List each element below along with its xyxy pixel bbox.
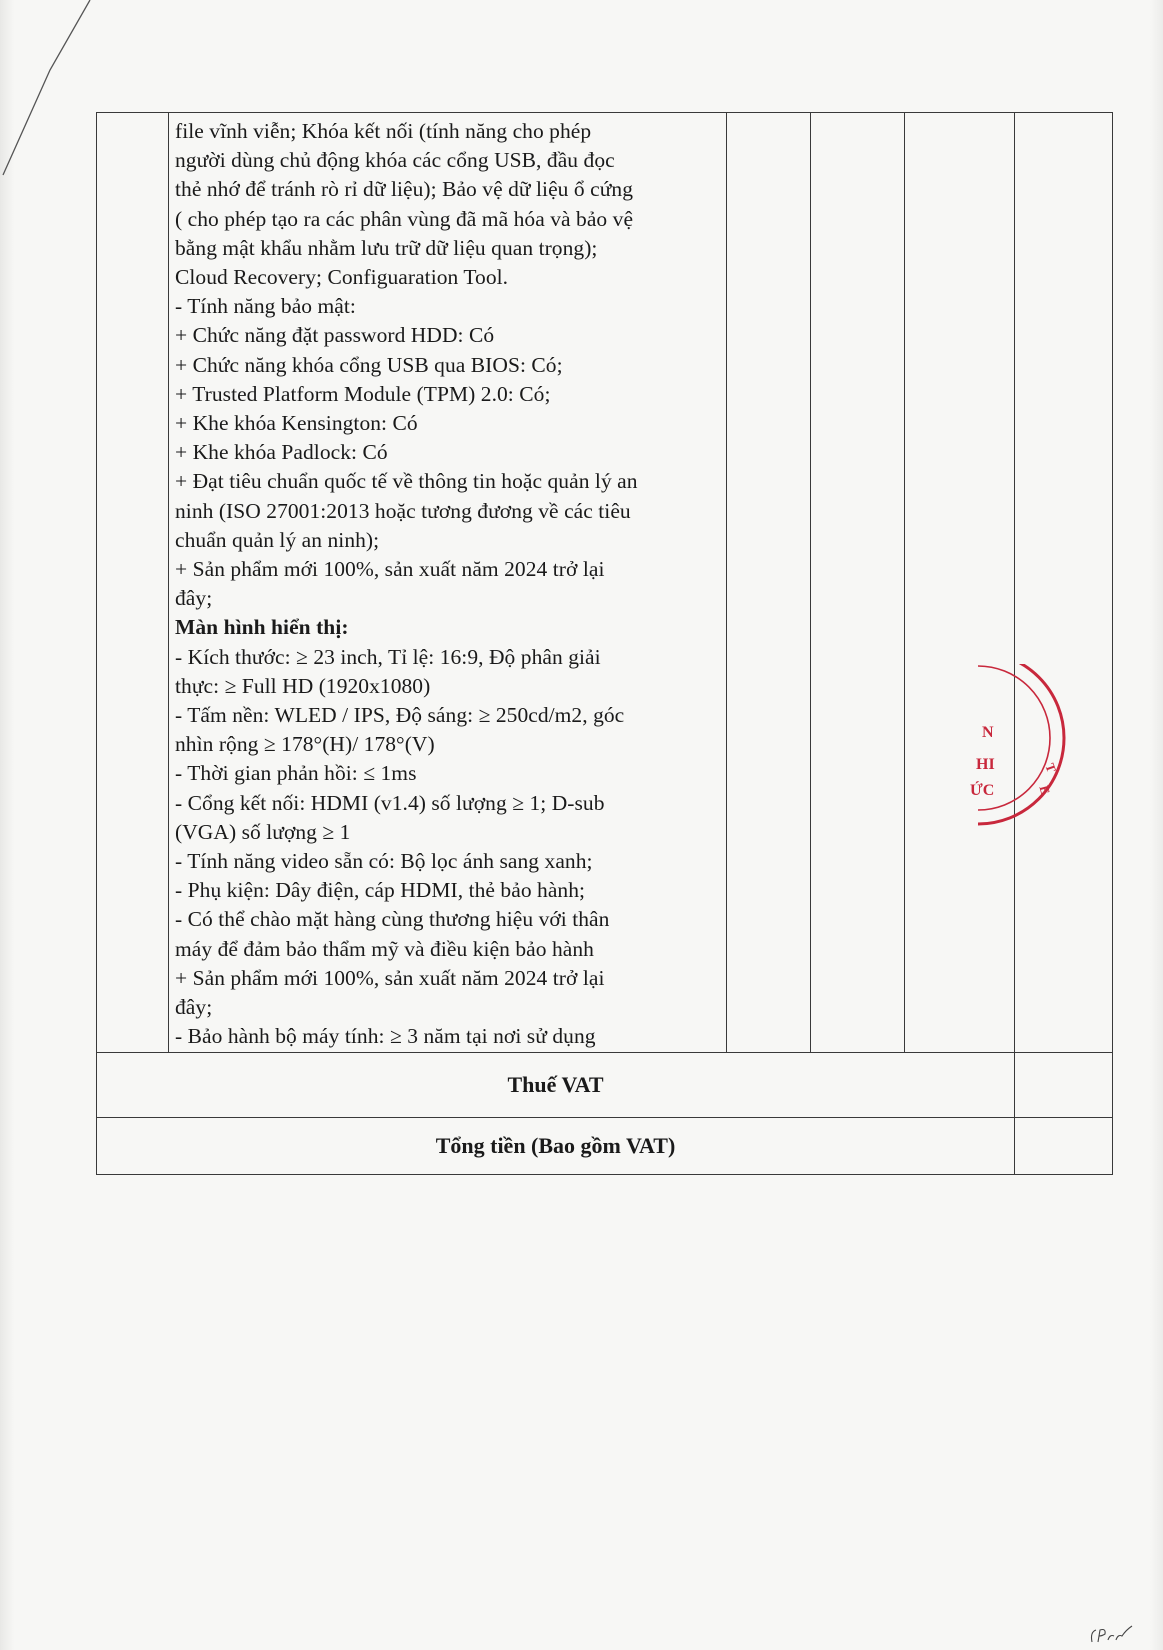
description-line: + Sản phẩm mới 100%, sản xuất năm 2024 trở lại bbox=[175, 965, 605, 990]
description-line: - Có thể chào mặt hàng cùng thương hiệu với thân bbox=[175, 907, 610, 932]
description-line: thẻ nhớ để tránh rò rỉ dữ liệu); Bảo vệ dữ liệu ổ cứng bbox=[175, 177, 634, 202]
vat-amount-cell bbox=[1015, 1053, 1113, 1118]
description-line: + Chức năng khóa cổng USB qua BIOS: Có; bbox=[175, 352, 563, 377]
stamp-fragment: T bbox=[1042, 761, 1060, 775]
stamp-fragment: ỨC bbox=[970, 782, 995, 799]
stamp-fragment: HI bbox=[976, 756, 995, 773]
total-row bbox=[97, 1118, 1113, 1175]
quantity-cell bbox=[811, 113, 905, 1053]
stamp-fragment: N bbox=[982, 724, 994, 741]
description-cell bbox=[169, 113, 727, 1053]
description-line: Cloud Recovery; Configuaration Tool. bbox=[175, 265, 509, 290]
description-line: ( cho phép tạo ra các phân vùng đã mã hóa và bảo vệ bbox=[175, 206, 634, 231]
description-line: + Chức năng đặt password HDD: Có bbox=[175, 323, 495, 348]
description-line: đây; bbox=[175, 995, 213, 1020]
description-line: thực: ≥ Full HD (1920x1080) bbox=[175, 673, 431, 698]
description-line: + Đạt tiêu chuẩn quốc tế về thông tin hoặc quản lý an bbox=[175, 469, 638, 494]
stamp-fragment: E bbox=[1036, 783, 1054, 796]
total-amount-cell bbox=[1015, 1118, 1113, 1175]
vat-label: Thuế VAT bbox=[97, 1053, 1015, 1118]
quotation-table bbox=[96, 112, 1113, 1175]
description-line: - Kích thước: ≥ 23 inch, Tỉ lệ: 16:9, Độ phân giải bbox=[175, 644, 601, 669]
description-line: (VGA) số lượng ≥ 1 bbox=[175, 819, 351, 844]
unit-price-cell bbox=[905, 113, 1015, 1053]
vat-row bbox=[97, 1053, 1113, 1118]
description-line: + Khe khóa Kensington: Có bbox=[175, 411, 418, 436]
description-line: nhìn rộng ≥ 178°(H)/ 178°(V) bbox=[175, 732, 435, 757]
description-line: - Tính năng video sẵn có: Bộ lọc ánh sang xanh; bbox=[175, 849, 593, 874]
description-line: người dùng chủ động khóa các cổng USB, đầu đọc bbox=[175, 148, 615, 173]
company-stamp bbox=[970, 664, 1090, 864]
description-line: + Sản phẩm mới 100%, sản xuất năm 2024 trở lại bbox=[175, 557, 605, 582]
stamp-seal-icon bbox=[978, 664, 1090, 864]
description-line: máy để đảm bảo thẩm mỹ và điều kiện bảo hành bbox=[175, 936, 594, 961]
description-line: - Phụ kiện: Dây điện, cáp HDMI, thẻ bảo hành; bbox=[175, 878, 586, 903]
description-line: - Tính năng bảo mật: bbox=[175, 294, 356, 319]
amount-cell bbox=[1015, 113, 1113, 1053]
description-line: chuẩn quản lý an ninh); bbox=[175, 527, 380, 552]
initials-signature-icon bbox=[1088, 1624, 1148, 1646]
description-line: - Thời gian phản hồi: ≤ 1ms bbox=[175, 761, 417, 786]
description-line: file vĩnh viễn; Khóa kết nối (tính năng cho phép bbox=[175, 119, 592, 143]
table-row bbox=[97, 113, 1113, 1053]
description-line: - Bảo hành bộ máy tính: ≥ 3 năm tại nơi sử dụng bbox=[175, 1024, 596, 1049]
description-line: bằng mật khẩu nhằm lưu trữ dữ liệu quan trọng); bbox=[175, 235, 598, 260]
total-label: Tổng tiền (Bao gồm VAT) bbox=[97, 1118, 1015, 1175]
description-line: - Cổng kết nối: HDMI (v1.4) số lượng ≥ 1; D-sub bbox=[175, 790, 605, 815]
unit-cell bbox=[727, 113, 811, 1053]
section-heading: Màn hình hiển thị: bbox=[175, 615, 349, 640]
stt-cell bbox=[97, 113, 169, 1053]
description-line: ninh (ISO 27001:2013 hoặc tương đương về các tiêu bbox=[175, 498, 631, 523]
description-line: - Tấm nền: WLED / IPS, Độ sáng: ≥ 250cd/m2, góc bbox=[175, 703, 625, 728]
description-line: + Khe khóa Padlock: Có bbox=[175, 440, 388, 465]
description-line: + Trusted Platform Module (TPM) 2.0: Có; bbox=[175, 381, 551, 406]
description-line: đây; bbox=[175, 586, 213, 611]
